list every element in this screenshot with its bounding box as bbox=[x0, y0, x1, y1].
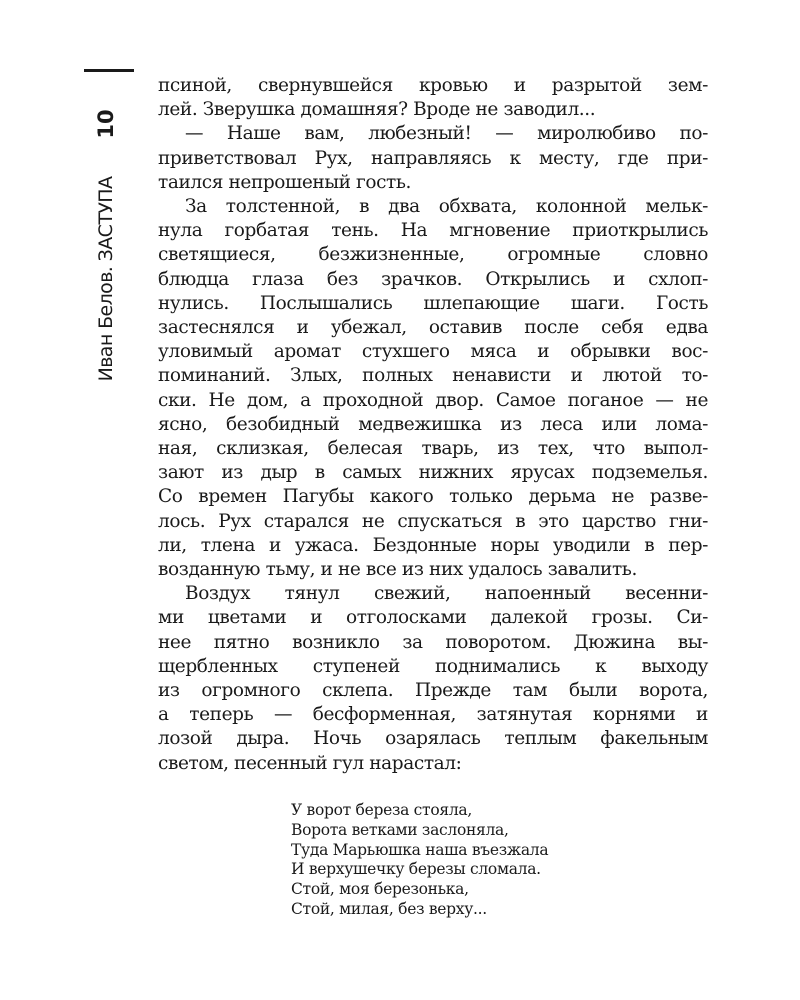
poem-line: У ворот береза стояла, bbox=[291, 801, 472, 819]
text-line: поминаний. Злых, полных ненависти и лютой то- bbox=[158, 365, 708, 387]
text-line: лозой дыра. Ночь озарялась теплым факельным bbox=[158, 728, 708, 750]
text-line: застеснялся и убежал, оставив после себя едва bbox=[158, 317, 708, 339]
running-head: Иван Белов. ЗАСТУПА bbox=[95, 176, 117, 382]
poem-line: Туда Марьюшка наша въезжала bbox=[291, 840, 549, 859]
body-text bbox=[158, 74, 708, 776]
text-line: приветствовал Рух, направляясь к месту, где при- bbox=[158, 147, 708, 169]
text-line: возданную тьму, и не все из них удалось завалить. bbox=[158, 559, 637, 581]
text-line: — Наше вам, любезный! — миролюбиво по- bbox=[185, 123, 708, 145]
poem-line: И верхушечку березы сломала. bbox=[291, 860, 541, 879]
text-line: нула горбатая тень. На мгновение приоткрылись bbox=[158, 220, 708, 242]
poem-line: Стой, моя березонька, bbox=[291, 880, 469, 899]
text-line: светом, песенный гул нарастал: bbox=[158, 752, 462, 774]
text-line: блюдца глаза без зрачков. Открылись и схлоп- bbox=[158, 268, 708, 290]
text-line: Со времен Пагубы какого только дерьма не разве- bbox=[158, 486, 708, 508]
text-line: уловимый аромат стухшего мяса и обрывки вос- bbox=[158, 341, 708, 363]
poem-line: Стой, милая, без верху... bbox=[291, 899, 487, 918]
text-line: ная, склизкая, белесая тварь, из тех, что выпол- bbox=[158, 438, 708, 460]
text-line: За толстенной, в два обхвата, колонной мельк- bbox=[185, 196, 708, 218]
header-rule bbox=[84, 69, 134, 72]
text-line: псиной, свернувшейся кровью и разрытой зем- bbox=[158, 75, 708, 96]
text-line: таился непрошеный гость. bbox=[158, 171, 412, 193]
text-line: нее пятно возникло за поворотом. Дюжина вы- bbox=[158, 631, 708, 653]
text-line: ски. Не дом, а проходной двор. Самое поганое — не bbox=[158, 389, 708, 411]
text-line: а теперь — бесформенная, затянутая корнями и bbox=[158, 704, 708, 726]
text-line: Воздух тянул свежий, напоенный весенни- bbox=[185, 583, 708, 605]
text-line: лей. Зверушка домашняя? Вроде не заводил... bbox=[158, 99, 596, 121]
text-line: светящиеся, безжизненные, огромные словно bbox=[158, 244, 708, 266]
text-line: щербленных ступеней поднимались к выходу bbox=[158, 655, 708, 677]
text-line: зают из дыр в самых нижних ярусах подземелья. bbox=[158, 462, 708, 484]
text-line: нулись. Послышались шлепающие шаги. Гость bbox=[158, 292, 708, 314]
text-line: ли, тлена и ужаса. Бездонные норы уводили в пер- bbox=[158, 534, 708, 556]
poem bbox=[291, 801, 548, 920]
poem-line: Ворота ветками заслоняла, bbox=[291, 820, 509, 839]
text-line: ми цветами и отголосками далекой грозы. Си- bbox=[158, 607, 708, 629]
page-number: 10 bbox=[94, 109, 118, 139]
text-line: ясно, безобидный медвежишка из леса или лома- bbox=[158, 413, 708, 435]
text-line: лось. Рух старался не спускаться в это царство гни- bbox=[158, 510, 708, 532]
text-line: из огромного склепа. Прежде там были ворота, bbox=[158, 680, 708, 702]
